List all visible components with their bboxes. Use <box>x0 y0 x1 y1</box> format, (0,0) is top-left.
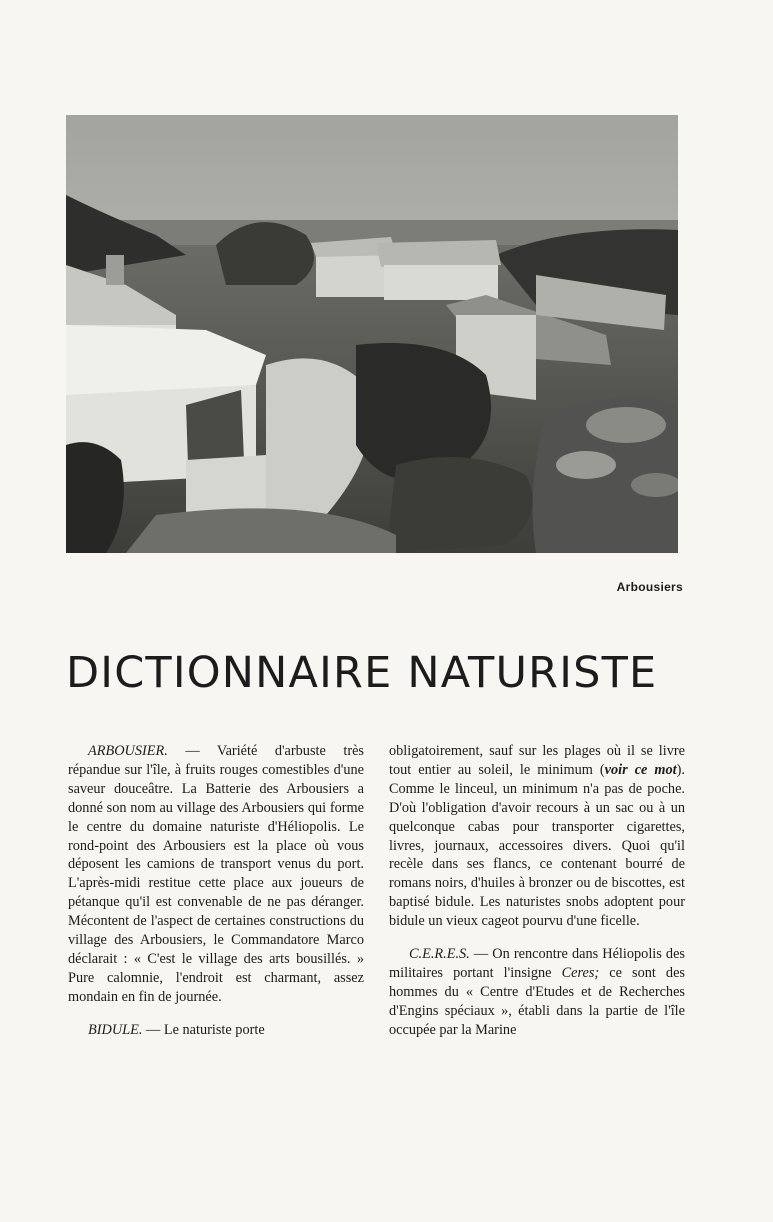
entry-ceres <box>389 945 685 1040</box>
column-right <box>389 742 685 1054</box>
article-title: DICTIONNAIRE NATURISTE <box>66 648 658 698</box>
village-photo-drawing <box>66 115 678 553</box>
photo-caption: Arbousiers <box>616 580 683 594</box>
entry-body: ). Comme le linceul, un minimum n'a pas de poche. D'où l'obligation d'avoir recours à un sac ou à un quelconque cabas pour transporter cigarettes, livres, journaux, accessoires divers. Quoi qu'il recèle dans ses flancs, ce contenant bourré de romans noirs, d'huiles à bronzer ou de biscottes, est baptisé bidule. Les naturistes snobs adoptent pour bidule un vieux cageot pourvu d'une ficelle. <box>389 761 685 930</box>
entry-body: — On rencontre dans Héliopolis des militaires portant l'insigne <box>389 946 685 981</box>
entry-bidule-continued <box>389 742 685 931</box>
entry-body: ce sont des hommes du « Centre d'Etudes et de Recherches d'Engins spéciaux », établi dans la partie de l'île occupée par la Marine <box>389 964 685 1038</box>
entry-arbousier <box>68 742 364 1007</box>
entry-body: — Le naturiste porte <box>142 1021 265 1038</box>
entry-emphasis: Ceres; <box>561 964 600 981</box>
village-photo <box>66 115 678 553</box>
entry-term: BIDULE. <box>88 1021 143 1038</box>
cross-reference: voir ce mot <box>604 761 677 778</box>
entry-term: ARBOUSIER. <box>88 743 168 759</box>
column-left <box>68 742 364 1054</box>
entry-body: obligatoirement, sauf sur les plages où il se livre tout entier au soleil, le minimum ( <box>389 743 685 778</box>
entry-bidule <box>68 1021 364 1040</box>
entry-body: — Variété d'arbuste très répandue sur l'île, à fruits rouges comestibles d'une saveur douceâtre. La Batterie des Arbousiers a donné son nom au village des Arbousiers qui forme le centre du domaine naturiste d'Héliopolis. Le rond-point des Arbousiers est la place où vous déposent les camions de transport venus du port. L'après-midi restitue cette place aux joueurs de pétanque qu'il est convenable de ne pas déranger. Mécontent de l'aspect de certaines constructions du village des Arbousiers, le Commandatore Marco déclarait : « C'est le village des arts bousillés. » Pure calomnie, l'endroit est charmant, assez mondain en fin de journée. <box>68 743 364 1005</box>
entry-term: C.E.R.E.S. <box>409 946 470 963</box>
